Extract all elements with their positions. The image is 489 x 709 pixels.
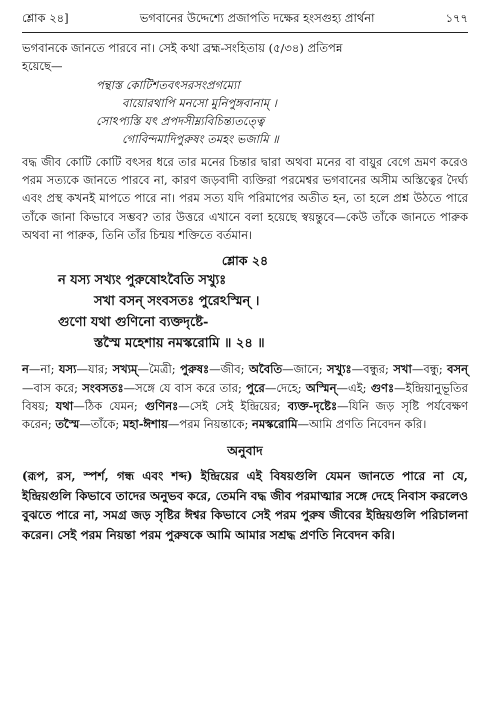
- quote-line: গোবিন্দমাদিপুরুষং তমহং ভজামি ॥: [122, 132, 279, 147]
- translation-heading: অনুবাদ: [227, 443, 263, 459]
- quote-line: বায়োরথাপি মনসো মুনিপুঙ্গবানাম্ ।: [122, 95, 277, 110]
- synonym-meaning: —যার;: [76, 362, 113, 377]
- synonym-meaning: —ইন্দ্রিয়ানুভূতির বিষয়;: [22, 380, 469, 413]
- synonym-word: পুরে: [246, 380, 265, 395]
- synonym-meaning: —সেই সেই ইন্দ্রিয়ের;: [178, 398, 288, 413]
- purport-paragraph: বদ্ধ জীব কোটি কোটি বৎসর ধরে তার মনের চিন্তার দ্বারা অথবা মনের বা বায়ুর বেগে ভ্রমণ করেও পরম সত্যকে জানতে পারবে না, কারণ জড়বাদী ব্যক্তিরা পরমেশ্বর ভগবানের অসীম অস্তিত্বের দৈর্ঘ্য এবং প্রস্থ কখনই মাপতে পারে না। পরম সত্য যদি পরিমাপের অতীত হন, তা হলে প্রশ্ন উঠতে পারে তাঁকে জানা কিভাবে সম্ভব? তার উত্তরে এখানে বলা হয়েছে স্বয়ন্তুবে—কেউ তাঁকে জানতে পারুক অথবা না পারুক, তিনি তাঁর চিন্ময় শক্তিতে বর্তমান।: [22, 154, 468, 242]
- synonym-word: মহা-ঈশায়: [122, 417, 168, 432]
- synonym-meaning: —মৈত্রী;: [137, 362, 181, 377]
- verse-heading: শ্লোক ২৪: [221, 253, 269, 269]
- synonym-meaning: —পরম নিয়ন্তাকে;: [167, 417, 252, 432]
- synonym-word: যস্য: [58, 362, 77, 377]
- header-chapter-title: ভগবানের উদ্দেশ্যে প্রজাপতি দক্ষের হংসগুহ্য প্রার্থনা: [139, 11, 375, 25]
- synonym-word: ন: [22, 362, 29, 377]
- synonym-meaning: —বাস করে;: [22, 380, 83, 395]
- synonym-word: সংবসতঃ: [82, 380, 124, 395]
- synonym-meaning: —দেহে;: [264, 380, 306, 395]
- running-header: [22, 10, 468, 28]
- verse-line: ন যস্য সখ্যং পুরুষোঽবৈতি সখ্যুঃ: [58, 273, 227, 289]
- word-meanings: [22, 360, 468, 433]
- page-number: ১৭৭: [445, 11, 468, 25]
- translation-text: (রূপ, রস, স্পর্শ, গন্ধ এবং শব্দ) ইন্দ্রিয়ের এই বিষয়গুলি যেমন জানতে পারে না যে, ইন্দ্রিয়গুলি কিভাবে তাদের অনুভব করে, তেমনি বদ্ধ জীব পরমাত্মার সঙ্গে দেহে নিবাস করলেও বুঝতে পারে না, সমগ্র জড় সৃষ্টির ঈশ্বর কিভাবে সেই পরম পুরুষ জীবের ইন্দ্রিয়গুলি পরিচালনা করেন। সেই পরম নিয়ন্তা পরম পুরুষকে আমি আমার সশ্রদ্ধ প্রণতি নিবেদন করি।: [22, 469, 469, 542]
- synonym-word: পুরুষঃ: [180, 362, 210, 377]
- quoted-verse: [22, 76, 468, 149]
- synonym-meaning: —তাঁকে;: [79, 417, 123, 432]
- synonym-word: তস্মৈ: [55, 417, 80, 432]
- synonym-word: অস্মিন্: [305, 380, 337, 395]
- synonym-word: সখ্যুঃ: [327, 362, 352, 377]
- sanskrit-verse: [22, 270, 468, 354]
- verse-line: স্তস্মৈ মহেশায় নমস্করোমি ॥ ২৪ ॥: [94, 336, 265, 352]
- intro-line-1: ভগবানকে জানতে পারবে না। সেই কথা ব্রহ্ম-সংহিতায় (৫/৩৪) প্রতিপন্ন: [22, 41, 343, 55]
- intro-line-2: হয়েছে—: [22, 59, 63, 74]
- synonym-meaning: —বন্ধু;: [411, 362, 448, 377]
- quote-line: সোঽপ্যস্তি যৎ প্রপদসীম্ন্যবিচিন্ত্যতত্ত্বে: [96, 114, 265, 129]
- synonym-word: ব্যক্ত-দৃষ্টেঃ: [287, 398, 338, 413]
- synonym-word: সখা: [393, 362, 412, 377]
- header-rule: [22, 32, 468, 33]
- quote-line: পন্থাস্ত কোটিশতবৎসরসংপ্রগম্যো: [96, 77, 240, 92]
- synonym-meaning: —জীব;: [209, 362, 249, 377]
- synonym-meaning: —জানে;: [282, 362, 328, 377]
- synonym-meaning: —যিনি জড় সৃষ্টি পর্যবেক্ষণ করেন;: [22, 398, 469, 432]
- verse-line: গুণো যথা গুণিনো ব্যক্তদৃষ্টে-: [58, 315, 209, 331]
- synonym-meaning: —না;: [28, 362, 59, 377]
- synonym-word: যথা: [55, 398, 74, 413]
- synonym-meaning: —আমি প্রণতি নিবেদন করি।: [297, 417, 427, 432]
- synonym-word: অবৈতি: [248, 362, 283, 377]
- verse-line: সখা বসন্ সংবসতঃ পুরেঽস্মিন্ ।: [94, 294, 260, 310]
- synonym-word: গুণিনঃ: [144, 398, 179, 413]
- synonym-meaning: —সঙ্গে যে বাস করে তার;: [123, 380, 247, 395]
- synonym-word: গুণঃ: [370, 380, 395, 395]
- header-verse-ref: শ্লোক ২৪]: [22, 11, 69, 25]
- synonym-meaning: —ঠিক যেমন;: [73, 398, 145, 413]
- synonym-meaning: —বন্ধুর;: [351, 362, 394, 377]
- synonym-word: সখ্যম্: [112, 362, 138, 377]
- synonym-meaning: —এই;: [336, 380, 371, 395]
- synonym-word: নমস্করোমি: [251, 417, 298, 432]
- synonym-word: বসন্: [447, 362, 469, 377]
- book-page: [22, 10, 468, 545]
